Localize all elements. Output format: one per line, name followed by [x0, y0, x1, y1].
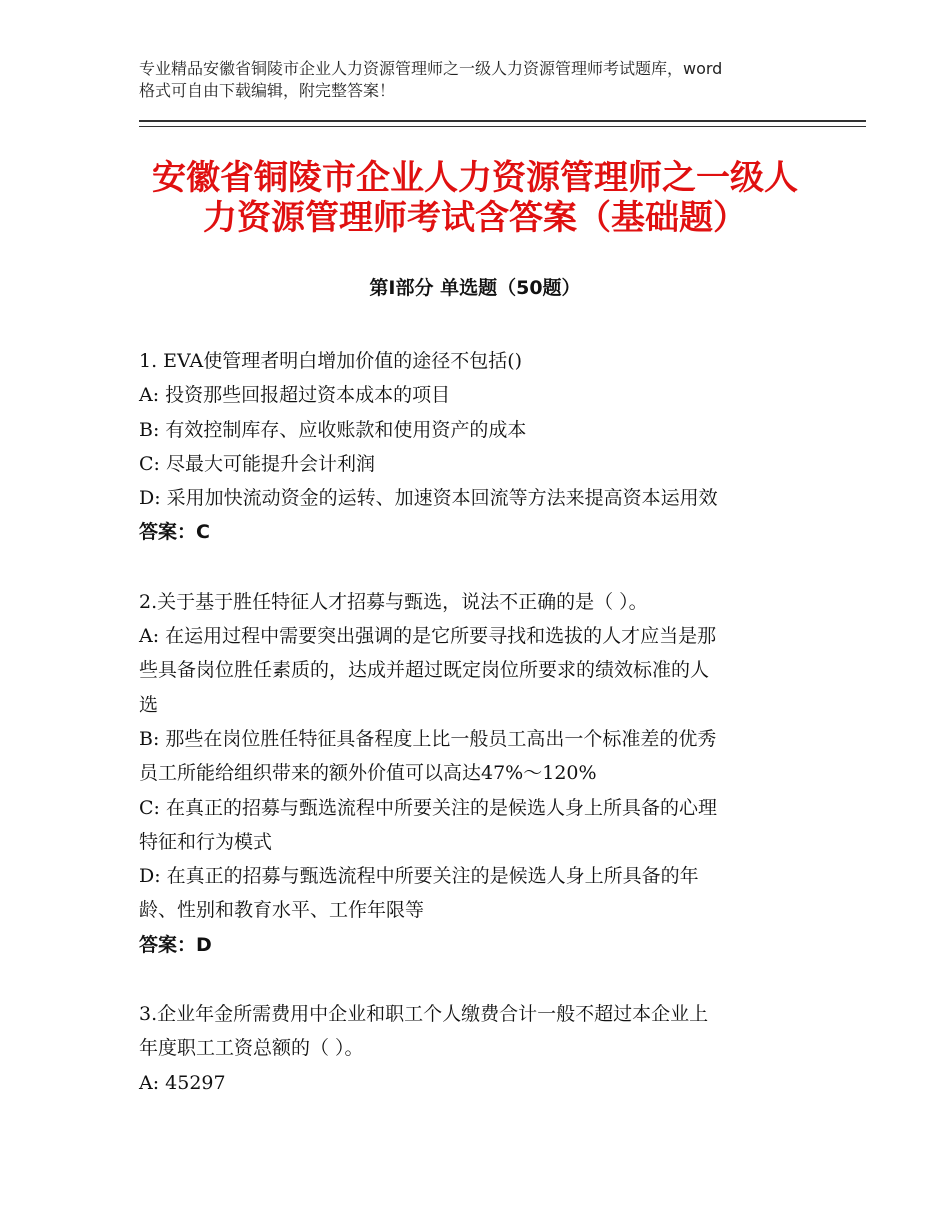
header-divider-thick	[139, 120, 866, 122]
question-spacer	[139, 550, 814, 585]
header-note-line-2: 格式可自由下载编辑，附完整答案！	[139, 81, 396, 100]
header-divider-thin	[139, 126, 866, 127]
option-d-continued: 龄、性别和教育水平、工作年限等	[139, 899, 425, 922]
question-1	[139, 344, 814, 550]
document-title	[139, 158, 811, 238]
section-title: 第Ⅰ部分 单选题（50题）	[369, 277, 581, 299]
answer-label: 答案：C	[139, 521, 210, 544]
answer-label: 答案：D	[139, 933, 212, 956]
document-title-line-1: 安徽省铜陵市企业人力资源管理师之一级人	[152, 158, 798, 198]
question-stem: 3.企业年金所需费用中企业和职工个人缴费合计一般不超过本企业上	[139, 1003, 709, 1026]
option-c-continued: 特征和行为模式	[139, 830, 273, 853]
question-stem: 1. EVA使管理者明白增加价值的途径不包括()	[139, 350, 523, 372]
document-title-line-2: 力资源管理师考试含答案（基础题）	[203, 198, 747, 238]
header-note-line-1: 专业精品安徽省铜陵市企业人力资源管理师之一级人力资源管理师考试题库，word	[139, 59, 723, 78]
option-b-continued: 员工所能给组织带来的额外价值可以高达47%～120%	[139, 762, 597, 785]
option-a-continued: 些具备岗位胜任素质的，达成并超过既定岗位所要求的绩效标准的人	[139, 659, 710, 682]
question-2	[139, 585, 814, 962]
option-c: C: 尽最大可能提升会计利润	[139, 452, 375, 475]
option-a: A: 45297	[139, 1071, 226, 1094]
option-d: D: 在真正的招募与甄选流程中所要关注的是候选人身上所具备的年	[139, 865, 699, 888]
option-b: B: 那些在岗位胜任特征具备程度上比一般员工高出一个标准差的优秀	[139, 727, 717, 750]
question-spacer	[139, 962, 814, 997]
option-c: C: 在真正的招募与甄选流程中所要关注的是候选人身上所具备的心理	[139, 796, 717, 819]
header-note	[139, 58, 829, 102]
question-stem: 2.关于基于胜任特征人才招募与甄选，说法不正确的是（ ）。	[139, 590, 648, 613]
option-a: A: 在运用过程中需要突出强调的是它所要寻找和选拔的人才应当是那	[139, 625, 717, 648]
option-a-continued: 选	[139, 693, 159, 716]
question-list	[139, 344, 814, 1100]
option-a: A: 投资那些回报超过资本成本的项目	[139, 384, 451, 407]
option-d: D: 采用加快流动资金的运转、加速资本回流等方法来提高资本运用效	[139, 487, 718, 510]
question-3	[139, 997, 814, 1100]
option-b: B: 有效控制库存、应收账款和使用资产的成本	[139, 418, 527, 441]
question-stem-continued: 年度职工工资总额的（ ）。	[139, 1037, 364, 1060]
